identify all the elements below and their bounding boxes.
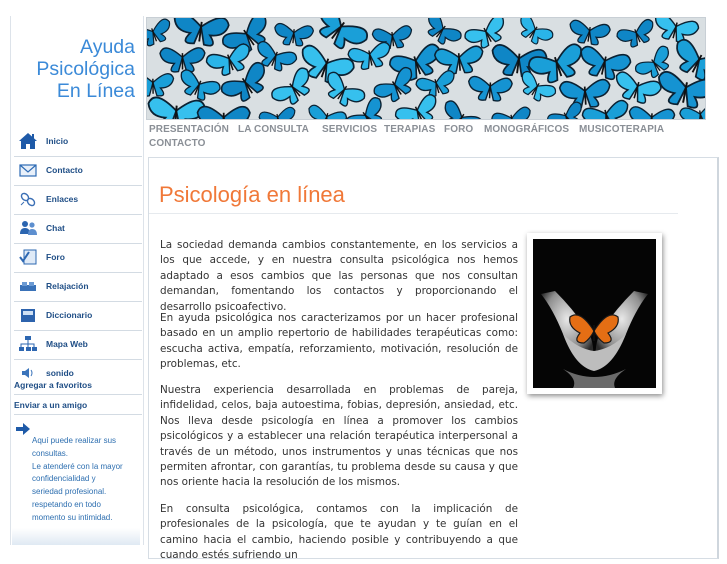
sidebar-item-label: Enlaces (46, 194, 78, 204)
nav-terapias[interactable]: TERAPIAS (384, 124, 435, 135)
note-line: Le atenderé con la mayor (32, 461, 144, 474)
nav-servicios[interactable]: SERVICIOS (322, 124, 377, 135)
main-content (148, 157, 719, 559)
note-line: momento su intimidad. (32, 512, 144, 525)
note-line: seriedad profesional. (32, 486, 144, 499)
arrow-right-icon (15, 421, 31, 437)
sidebar-item-label: Relajación (46, 281, 89, 291)
note-line: respetando en todo (32, 499, 144, 512)
hands-butterfly-image (533, 239, 656, 388)
send-to-friend-link[interactable]: Enviar a un amigo (14, 400, 87, 410)
site-title-line-2: Psicológica (11, 58, 135, 80)
paragraph: En ayuda psicológica nos caracterizamos por un hacer profesional basado en un amplio repertorio de habilidades terapéuticas como: escucha activa, empatía, reforzamiento, motivación, resolución de problemas, etc. (160, 311, 518, 373)
sidebar-item-label: Inicio (46, 136, 68, 146)
sidebar-item-diccionario[interactable] (14, 302, 142, 331)
sidebar-item-inicio[interactable] (14, 128, 142, 157)
sidebar-item-contacto[interactable] (14, 157, 142, 186)
paragraph: En consulta psicológica, contamos con la implicación de profesionales de la psicología, que te ayudan y te guían en el camino hacia el cambio, haciendo posible y contribuyendo a que cuando estés sufriendo un (160, 502, 518, 564)
nav-presentacion[interactable]: PRESENTACIÓN (149, 124, 229, 135)
paragraph: Nuestra experiencia desarrollada en problemas de pareja, infidelidad, celos, baja autoestima, fobias, depresión, ansiedad, etc. Nos lleva desde psicología en línea a promover los cambios psicológicos y a establecer una relación terapéutica interpersonal a través de un método, unos instrumentos y unas técnicas que nos permiten afrontar, con garantías, tu problema desde su causa y que nos oriente hacia la resolución de los mismos. (160, 383, 518, 491)
link-icon (18, 190, 38, 208)
sidebar-menu (14, 128, 142, 388)
sidebar-item-label: Diccionario (46, 310, 92, 320)
nav-contacto[interactable]: CONTACTO (149, 138, 206, 149)
consultation-note (32, 435, 144, 525)
sidebar-item-label: Chat (46, 223, 65, 233)
note-line: confidencialidad y (32, 473, 144, 486)
nav-foro[interactable]: FORO (444, 124, 473, 135)
site-title-line-1: Ayuda (11, 36, 135, 58)
note-line: Aquí puede realizar sus (32, 435, 144, 448)
add-favorites-link[interactable]: Agregar a favoritos (14, 380, 92, 390)
sidebar-item-foro[interactable] (14, 244, 142, 273)
nav-la-consulta[interactable]: LA CONSULTA (238, 124, 309, 135)
sidebar-item-label: Foro (46, 252, 65, 262)
sidebar-item-label: sonido (46, 368, 74, 378)
butterfly-image (147, 18, 706, 120)
page-title: Psicología en línea (159, 182, 345, 208)
site-title[interactable] (11, 36, 135, 102)
sitemap-icon (18, 335, 38, 353)
nav-monograficos[interactable]: MONOGRÁFICOS (484, 124, 569, 135)
sidebar-item-label: Mapa Web (46, 339, 88, 349)
relax-icon (18, 277, 38, 295)
hands-butterfly-photo (527, 233, 662, 394)
divider (149, 213, 678, 214)
people-icon (18, 219, 38, 237)
sidebar-bottom-fade (12, 528, 140, 545)
home-icon (18, 132, 38, 150)
nav-musicoterapia[interactable]: MUSICOTERAPIA (579, 124, 664, 135)
site-title-line-3: En Línea (11, 80, 135, 102)
sidebar (10, 16, 144, 545)
sidebar-item-enlaces[interactable] (14, 186, 142, 215)
sidebar-item-mapa-web[interactable] (14, 331, 142, 360)
sidebar-item-chat[interactable] (14, 215, 142, 244)
book-icon (18, 306, 38, 324)
divider (14, 394, 142, 395)
note-line: consultas. (32, 448, 144, 461)
divider (14, 414, 142, 415)
paragraph: La sociedad demanda cambios constantemente, en los servicios a los que accede, y en nuestra consulta psicológica nos hemos adaptado a esos cambios que las personas que nos consultan demandan, fomentando los contactos y proporcionando el desarrollo psicoafectivo. (160, 238, 518, 315)
sidebar-item-label: Contacto (46, 165, 83, 175)
sidebar-item-relajacion[interactable] (14, 273, 142, 302)
checklist-icon (18, 248, 38, 266)
envelope-icon (18, 161, 38, 179)
butterfly-banner (146, 17, 706, 120)
